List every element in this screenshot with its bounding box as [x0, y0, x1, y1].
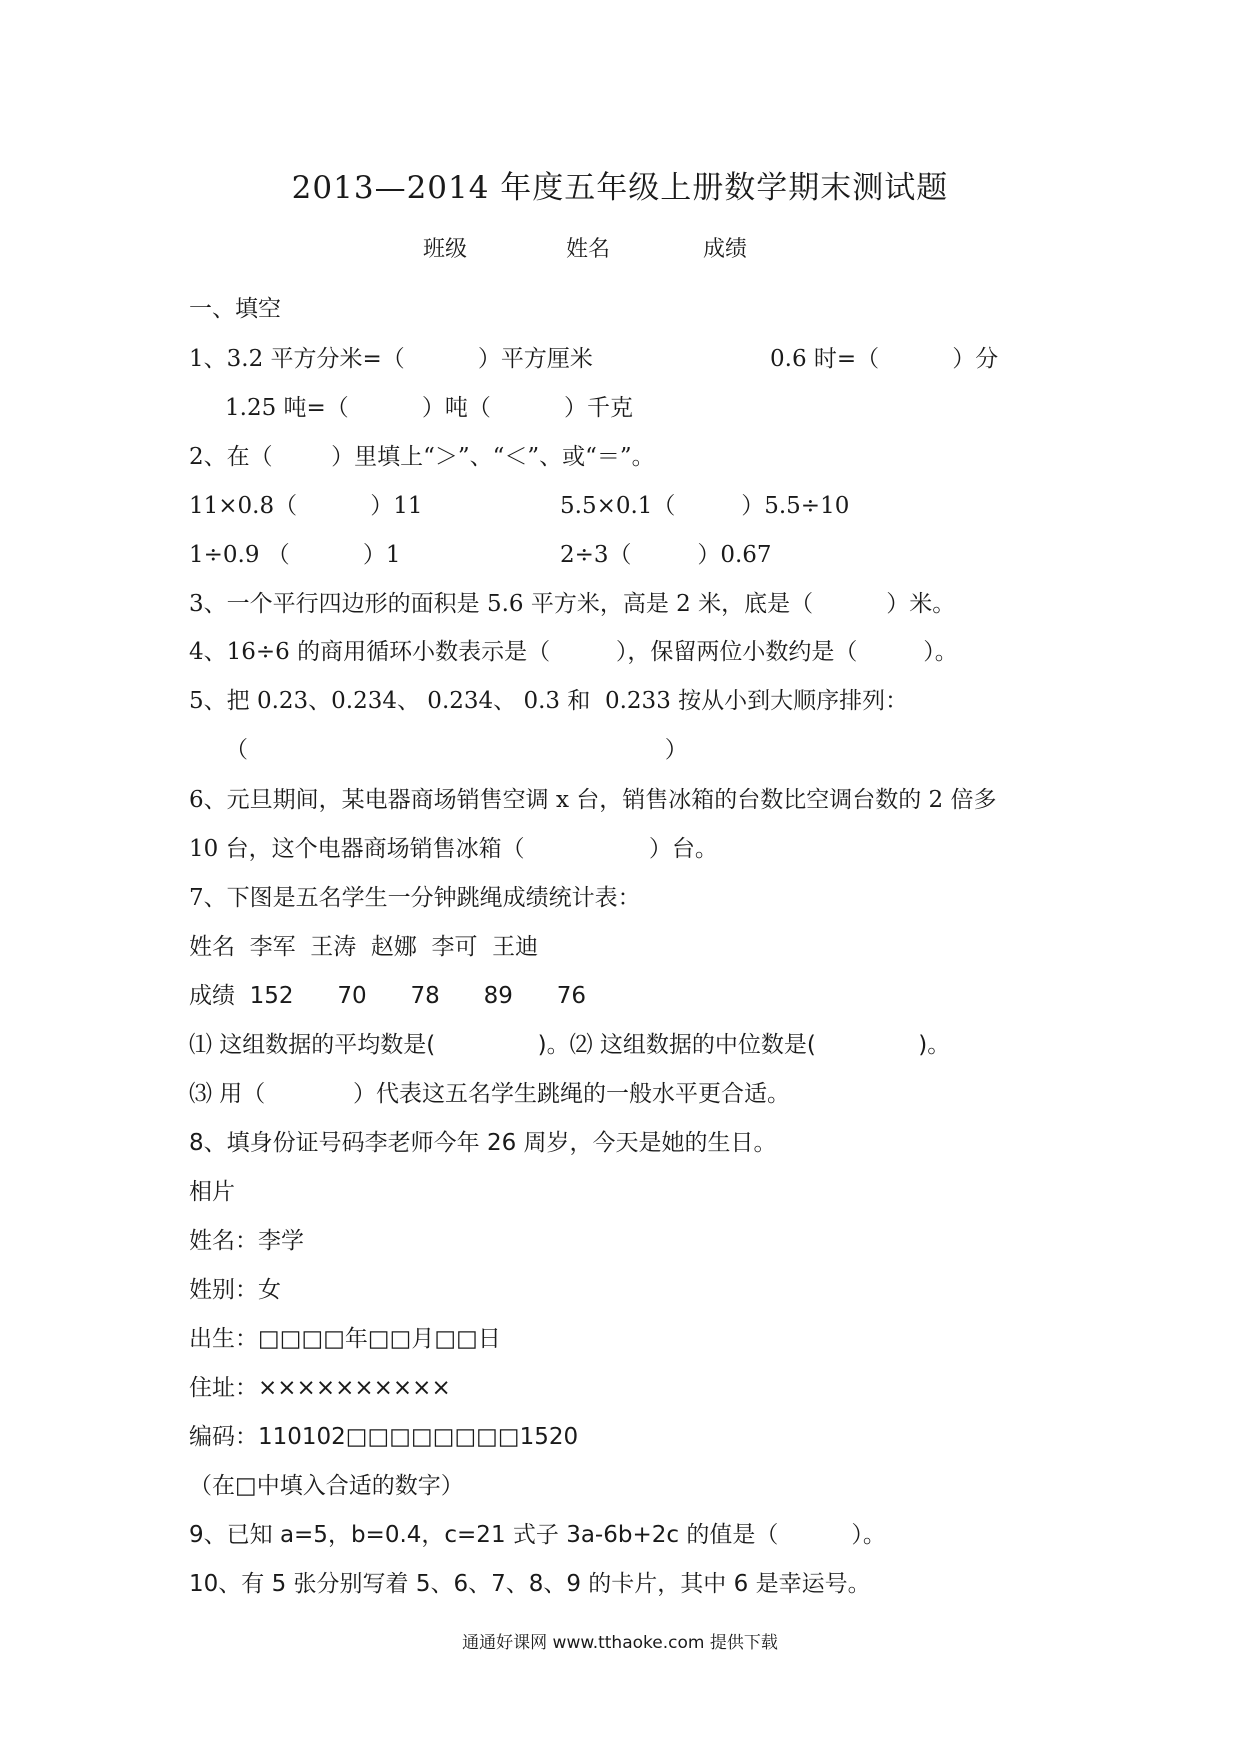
question-2-row2a: 1÷0.9 （ ）1: [189, 542, 401, 568]
question-7-scores: 成绩 152 70 78 89 76: [189, 983, 587, 1009]
question-4: 4、16÷6 的商用循环小数表示是（ ），保留两位小数约是（ ）。: [189, 639, 958, 665]
section-heading: 一、填空: [189, 296, 281, 322]
footer-credit: 通通好课网 www.tthaoke.com 提供下载: [462, 1633, 778, 1653]
page-title: 2013—2014 年度五年级上册数学期末测试题: [291, 170, 949, 206]
question-7-names: 姓名 李军 王涛 赵娜 李可 王迪: [189, 934, 539, 960]
question-5-blank: （ ）: [225, 737, 688, 763]
id-card-code: 编码：110102□□□□□□□□1520: [189, 1424, 579, 1450]
class-label: 班级: [423, 237, 468, 262]
question-1c: 1.25 吨=（ ）吨（ ）千克: [225, 395, 634, 421]
question-5-stem: 5、把 0.23、0.234、 0.234、 0.3 和 0.233 按从小到大顺序排列：: [189, 688, 909, 714]
question-7-part1-2: ⑴ 这组数据的平均数是( )。⑵ 这组数据的中位数是( )。: [189, 1032, 951, 1058]
question-3: 3、一个平行四边形的面积是 5.6 平方米，高是 2 米，底是（ ）米。: [189, 591, 956, 617]
question-1a: 1、3.2 平方分米=（ ）平方厘米: [189, 346, 593, 372]
score-label: 成绩: [703, 237, 748, 262]
question-2-row1b: 5.5×0.1（ ）5.5÷10: [560, 493, 850, 519]
question-7-part3: ⑶ 用（ ）代表这五名学生跳绳的一般水平更合适。: [189, 1081, 791, 1107]
question-2-stem: 2、在（ ）里填上“＞”、“＜”、或“＝”。: [189, 444, 655, 470]
question-6-line2: 10 台，这个电器商场销售冰箱（ ）台。: [189, 836, 718, 862]
name-label: 姓名: [566, 237, 611, 262]
question-10: 10、有 5 张分别写着 5、6、7、8、9 的卡片，其中 6 是幸运号。: [189, 1571, 871, 1597]
id-card-gender: 姓别：女: [189, 1277, 281, 1303]
question-9: 9、已知 a=5，b=0.4，c=21 式子 3a-6b+2c 的值是（ ）。: [189, 1522, 886, 1548]
question-2-row2b: 2÷3（ ）0.67: [560, 542, 772, 568]
id-card-address: 住址：××××××××××: [189, 1375, 451, 1401]
question-8-stem: 8、填身份证号码李老师今年 26 周岁，今天是她的生日。: [189, 1130, 777, 1156]
id-card-name: 姓名：李学: [189, 1228, 304, 1254]
id-card-photo: 相片: [189, 1179, 235, 1205]
question-7-stem: 7、下图是五名学生一分钟跳绳成绩统计表：: [189, 885, 641, 911]
question-6-line1: 6、元旦期间，某电器商场销售空调 x 台，销售冰箱的台数比空调台数的 2 倍多: [189, 787, 997, 813]
question-8-note: （在□中填入合适的数字）: [189, 1473, 464, 1499]
id-card-birth: 出生：□□□□年□□月□□日: [189, 1326, 501, 1352]
question-1b: 0.6 时=（ ）分: [770, 346, 999, 372]
question-2-row1a: 11×0.8（ ）11: [189, 493, 423, 519]
